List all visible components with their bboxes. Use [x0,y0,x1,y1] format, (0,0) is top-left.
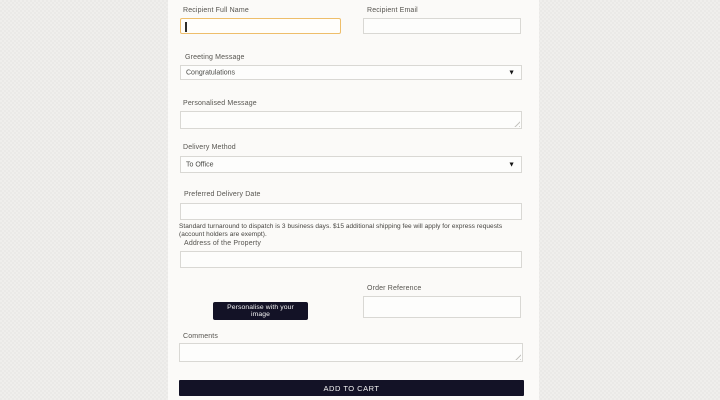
comments-label: Comments [183,333,219,340]
delivery-method-selected-value: To Office [186,161,214,168]
greeting-message-selected-value: Congratulations [186,69,236,76]
order-reference-label: Order Reference [367,285,422,292]
greeting-message-label: Greeting Message [185,54,245,61]
resize-handle-icon[interactable] [514,353,521,360]
chevron-down-icon: ▼ [508,161,515,168]
recipient-email-label: Recipient Email [367,7,418,14]
form-panel [168,0,539,400]
comments-textarea[interactable] [179,343,523,362]
add-to-cart-button[interactable]: ADD TO CART [179,380,524,396]
preferred-delivery-date-input[interactable] [180,203,522,220]
address-label: Address of the Property [184,240,261,247]
personalised-message-textarea[interactable] [180,111,522,129]
delivery-date-helper-text: Standard turnaround to dispatch is 3 business days. $15 additional shipping fee will apply for express requests (account holders are exempt). [179,223,503,238]
order-reference-input[interactable] [363,296,521,318]
recipient-name-label: Recipient Full Name [183,7,249,14]
personalise-image-button[interactable]: Personalise with your image [213,302,308,320]
recipient-email-input[interactable] [363,18,521,34]
chevron-down-icon: ▼ [508,69,515,76]
recipient-name-input[interactable] [180,18,341,34]
preferred-delivery-date-label: Preferred Delivery Date [184,191,261,198]
personalised-message-label: Personalised Message [183,100,257,107]
delivery-method-label: Delivery Method [183,144,236,151]
address-input[interactable] [180,251,522,268]
greeting-message-select[interactable] [180,65,522,80]
text-caret [185,22,187,32]
resize-handle-icon[interactable] [513,120,520,127]
delivery-method-select[interactable] [180,156,522,173]
